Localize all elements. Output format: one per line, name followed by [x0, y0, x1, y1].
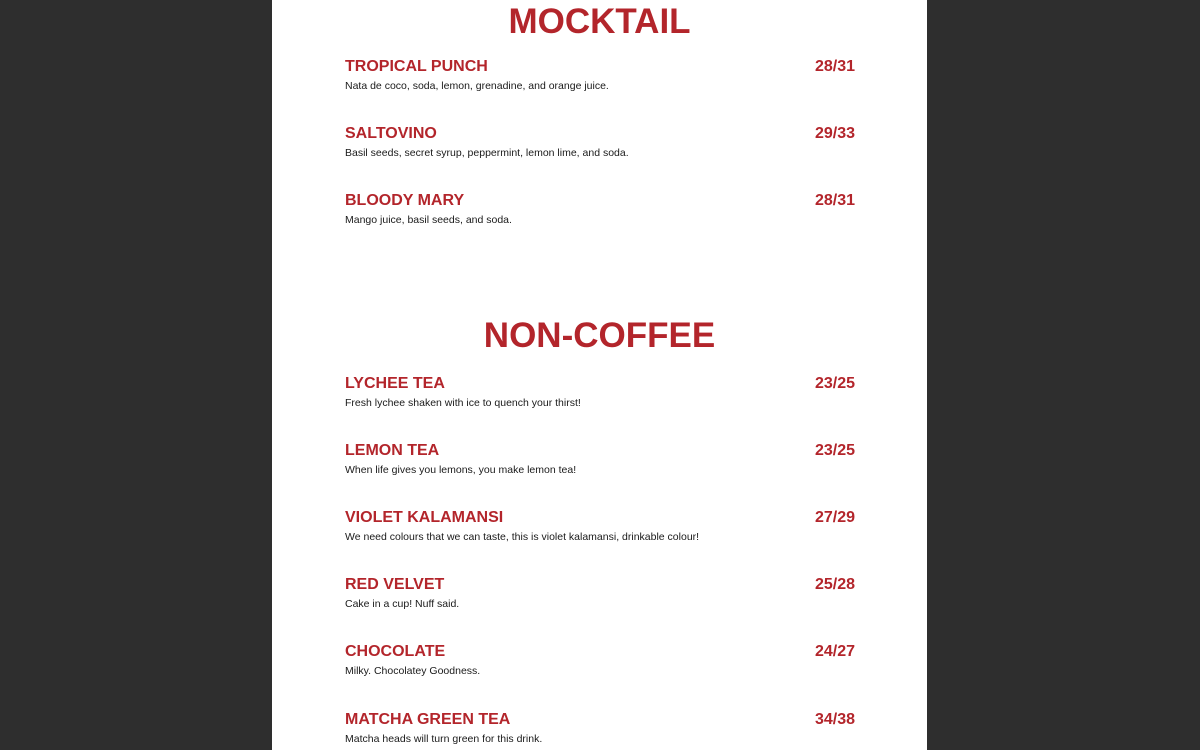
item-description: Mango juice, basil seeds, and soda.	[345, 214, 512, 226]
item-price: 28/31	[814, 192, 855, 209]
item-name: RED VELVET	[345, 576, 445, 593]
item-description: When life gives you lemons, you make lemon tea!	[345, 464, 577, 476]
item-description: We need colours that we can taste, this is violet kalamansi, drinkable colour!	[345, 531, 700, 543]
item-description: Matcha heads will turn green for this drink.	[345, 733, 543, 745]
item-description: Fresh lychee shaken with ice to quench your thirst!	[345, 397, 581, 409]
menu-page	[272, 0, 927, 750]
item-description: Cake in a cup! Nuff said.	[345, 598, 460, 610]
item-name: VIOLET KALAMANSI	[345, 509, 504, 526]
item-price: 23/25	[814, 442, 855, 459]
item-name: CHOCOLATE	[345, 643, 446, 660]
section-title-non-coffee: NON-COFFEE	[483, 316, 716, 355]
item-name: SALTOVINO	[345, 125, 437, 142]
item-name: TROPICAL PUNCH	[345, 58, 488, 75]
item-name: LEMON TEA	[345, 442, 440, 459]
item-price: 24/27	[814, 643, 855, 660]
item-price: 28/31	[814, 58, 855, 75]
section-title-mocktail: MOCKTAIL	[508, 2, 691, 41]
item-price: 27/29	[814, 509, 855, 526]
item-price: 23/25	[814, 375, 855, 392]
item-price: 29/33	[814, 125, 855, 142]
item-description: Nata de coco, soda, lemon, grenadine, and orange juice.	[345, 80, 609, 92]
item-description: Basil seeds, secret syrup, peppermint, lemon lime, and soda.	[345, 147, 629, 159]
item-name: LYCHEE TEA	[345, 375, 445, 392]
item-name: BLOODY MARY	[345, 192, 465, 209]
item-description: Milky. Chocolatey Goodness.	[345, 665, 481, 677]
item-price: 34/38	[814, 711, 855, 728]
item-price: 25/28	[814, 576, 855, 593]
item-name: MATCHA GREEN TEA	[345, 711, 511, 728]
